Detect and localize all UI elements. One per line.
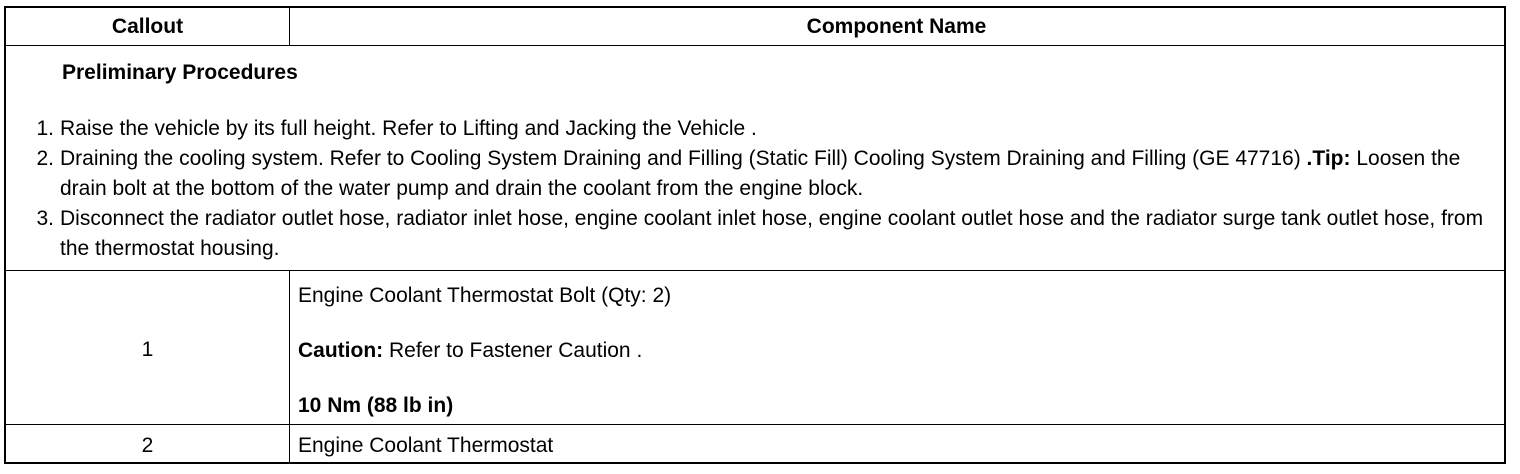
column-header-component-name: Component Name: [806, 15, 987, 38]
column-header-callout: Callout: [111, 15, 184, 38]
tip-label: .Tip:: [1306, 147, 1351, 170]
row-divider: [6, 424, 1504, 425]
callout-number: 1: [141, 338, 154, 361]
caution-text: Refer to Fastener Caution .: [383, 339, 643, 362]
step-text: Draining the cooling system. Refer to Cooling System Draining and Filling (Static Fill) Cooling System Draining and Filling (GE 47716): [60, 147, 1307, 170]
procedure-table: [4, 6, 1506, 464]
preliminary-procedures-section: [26, 58, 1486, 264]
component-name: Engine Coolant Thermostat Bolt (Qty: 2): [298, 284, 672, 307]
step-number: 2.: [36, 147, 54, 170]
caution-label: Caution:: [298, 339, 384, 362]
step-number: 3.: [36, 207, 54, 230]
row-divider: [6, 270, 1504, 271]
column-divider: [289, 8, 290, 45]
component-name: Engine Coolant Thermostat: [298, 434, 554, 457]
column-divider: [289, 270, 290, 464]
procedure-step: [26, 204, 1486, 264]
callout-number: 2: [141, 434, 154, 457]
component-cell: [298, 281, 1498, 421]
procedure-steps-list: [26, 114, 1486, 264]
procedure-step: [26, 114, 1486, 144]
step-text: Loosen the drain bolt at the bottom of the water pump and drain the coolant from the engine block.: [60, 147, 1461, 200]
procedure-step: [26, 144, 1486, 204]
preliminary-procedures-title: Preliminary Procedures: [62, 61, 298, 84]
step-text: Raise the vehicle by its full height. Refer to Lifting and Jacking the Vehicle .: [60, 117, 757, 140]
step-text: Disconnect the radiator outlet hose, radiator inlet hose, engine coolant inlet hose, engine coolant outlet hose and the radiator surge tank outlet hose, from the thermostat housing.: [60, 207, 1484, 260]
step-number: 1.: [36, 117, 54, 140]
torque-spec: 10 Nm (88 lb in): [298, 394, 454, 417]
row-divider: [6, 45, 1504, 46]
caution-note: [298, 336, 1498, 366]
